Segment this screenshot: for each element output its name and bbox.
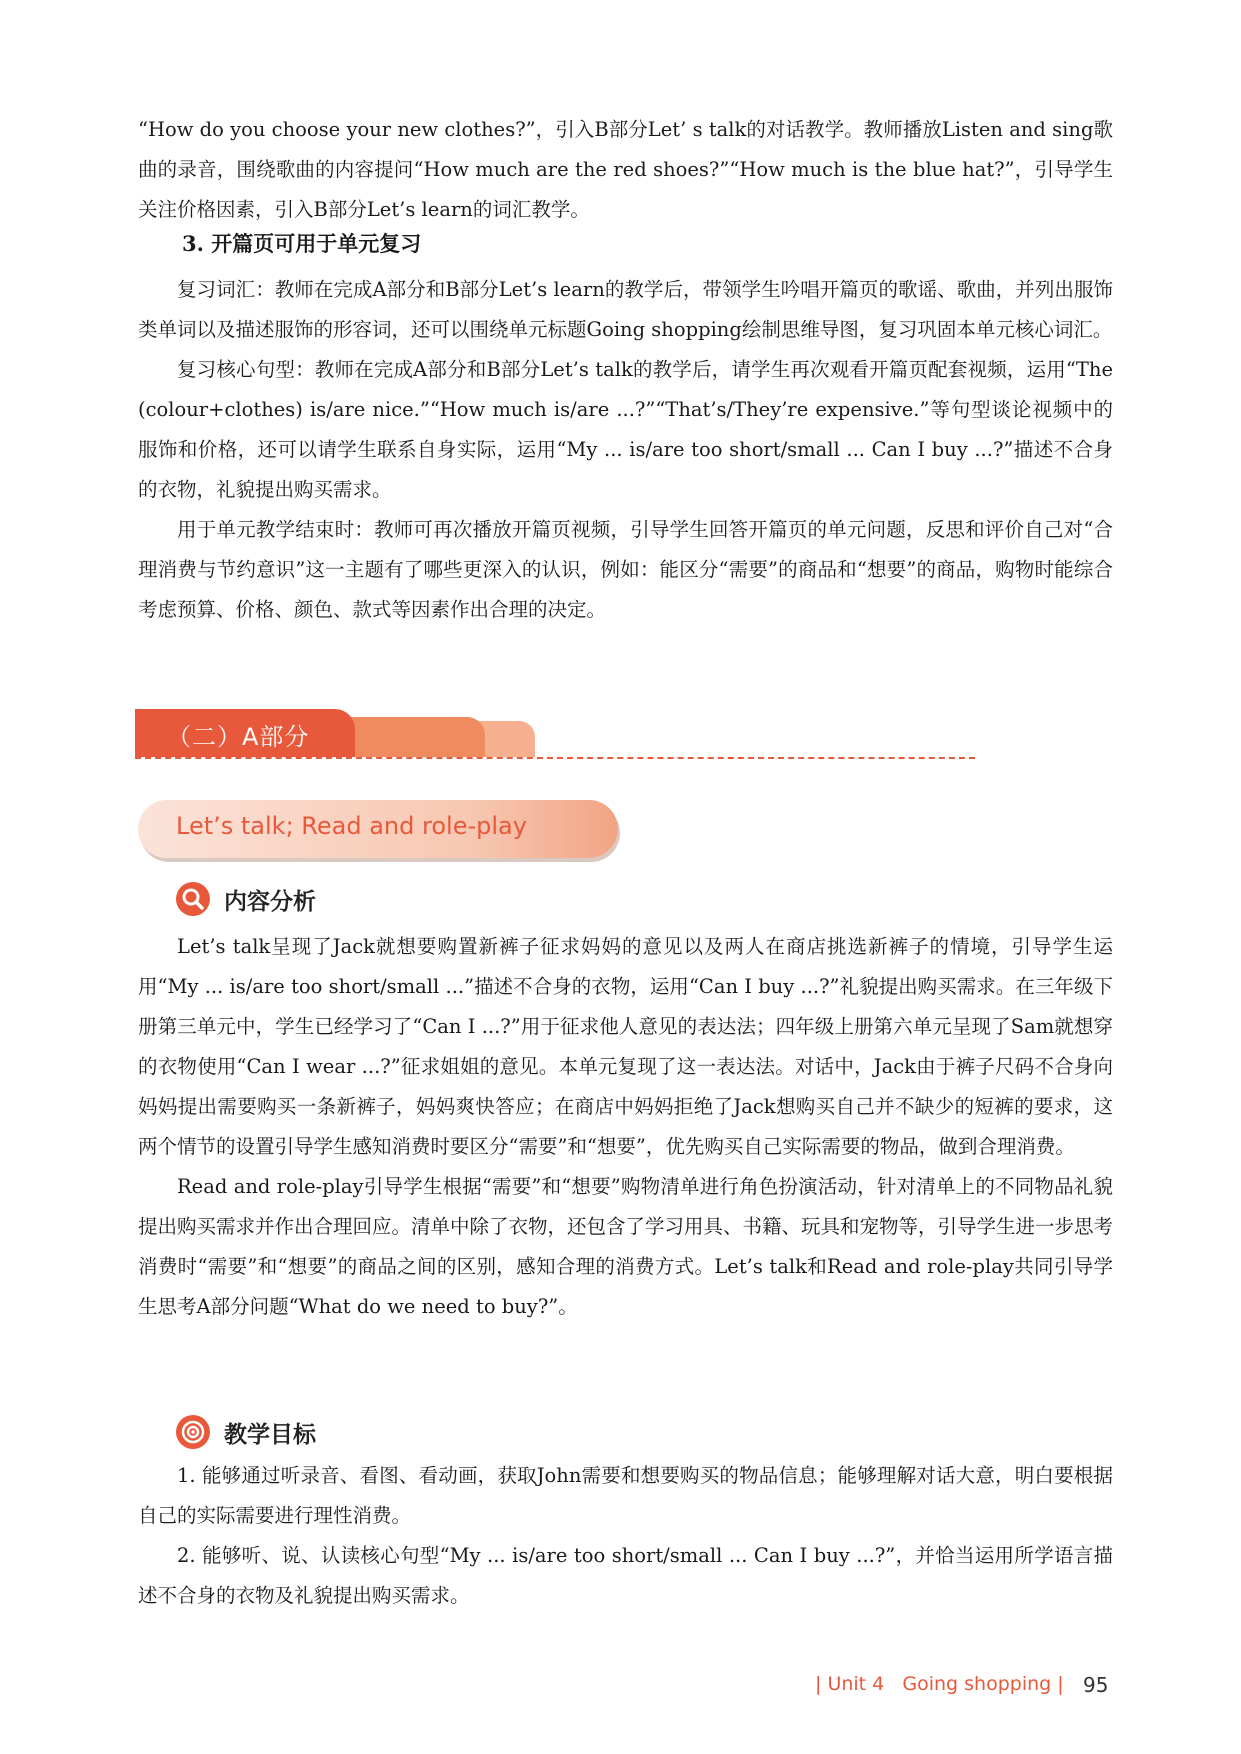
footer-unit-label: | Unit 4 Going shopping | (815, 1673, 1064, 1695)
section-divider (135, 757, 975, 759)
review-heading: 3. 开篇页可用于单元复习 (182, 231, 422, 256)
analysis-heading (176, 882, 316, 916)
analysis-heading-label: 内容分析 (224, 888, 316, 915)
analysis-paragraph-2: Read and role-play引导学生根据“需要”和“想要”购物清单进行角色扮演活动，针对清单上的不同物品礼貌提出购买需求并作出合理回应。清单中除了衣物，还包含了学习用具、书籍、玩具和宠物等，引导学生进一步思考消费时“需要”和“想要”的商品之间的区别，感知合理的消费方式。Let’s talk和Read and role-play共同引导学生思考A部分问题“What do we need to buy?”。 (138, 1175, 1114, 1318)
analysis-block (138, 927, 1113, 1327)
goals-heading-label: 教学目标 (224, 1421, 316, 1448)
goals-heading (176, 1415, 316, 1449)
unit-end-paragraph: 用于单元教学结束时：教师可再次播放开篇页视频，引导学生回答开篇页的单元问题，反思和评价自己对“合理消费与节约意识”这一主题有了哪些更深入的认识，例如：能区分“需要”的商品和“想要”的商品，购物时能综合考虑预算、价格、颜色、款式等因素作出合理的决定。 (138, 518, 1113, 621)
goals-block (138, 1456, 1113, 1616)
review-sentence-paragraph: 复习核心句型：教师在完成A部分和B部分Let’s talk的教学后，请学生再次观看开篇页配套视频，运用“The (colour+clothes) is/are nice.”“How much is/are ...?”“That’s/They’re expensive.”等句型谈论视频中的服饰和价格，还可以请学生联系自身实际，运用“My ... is/are too short/small ... Can I buy ...?”描述不合身的衣物，礼貌提出购买需求。 (138, 358, 1113, 501)
section-title: （二）A部分 (167, 723, 310, 751)
review-block (138, 270, 1113, 630)
target-icon (176, 1415, 210, 1449)
analysis-paragraph-1: Let’s talk呈现了Jack就想要购置新裤子征求妈妈的意见以及两人在商店挑选新裤子的情境，引导学生运用“My ... is/are too short/small ...”描述不合身的衣物，运用“Can I buy ...?”礼貌提出购买需求。在三年级下册第三单元中，学生已经学习了“Can I ...?”用于征求他人意见的表达法；四年级上册第六单元呈现了Sam就想穿的衣物使用“Can I wear ...?”征求姐姐的意见。本单元复现了这一表达法。对话中，Jack由于裤子尺码不合身向妈妈提出需要购买一条新裤子，妈妈爽快答应；在商店中妈妈拒绝了Jack想购买自己并不缺少的短裤的要求，这两个情节的设置引导学生感知消费时要区分“需要”和“想要”，优先购买自己实际需要的物品，做到合理消费。 (138, 935, 1113, 1158)
goal-item-2: 2. 能够听、说、认读核心句型“My ... is/are too short/small ... Can I buy ...?”，并恰当运用所学语言描述不合身的衣物及礼貌提出购买需求。 (138, 1544, 1113, 1607)
goal-item-1: 1. 能够通过听录音、看图、看动画，获取John需要和想要购买的物品信息；能够理解对话大意，明白要根据自己的实际需要进行理性消费。 (138, 1464, 1113, 1527)
review-vocab-paragraph: 复习词汇：教师在完成A部分和B部分Let’s learn的教学后，带领学生吟唱开篇页的歌谣、歌曲，并列出服饰类单词以及描述服饰的形容词，还可以围绕单元标题Going shopping绘制思维导图，复习巩固本单元核心词汇。 (138, 278, 1113, 341)
section-banner (135, 709, 975, 761)
intro-paragraph-block (138, 110, 1113, 230)
page-number: 95 (1083, 1673, 1109, 1697)
magnifier-icon (176, 882, 210, 916)
lesson-title: Let’s talk; Read and role-play (176, 812, 527, 840)
intro-paragraph: “How do you choose your new clothes?”，引入B部分Let’ s talk的对话教学。教师播放Listen and sing歌曲的录音，围绕歌曲的内容提问“How much are the red shoes?”“How much is the blue hat?”，引导学生关注价格因素，引入B部分Let’s learn的词汇教学。 (138, 118, 1113, 221)
lesson-title-pill (138, 800, 618, 858)
